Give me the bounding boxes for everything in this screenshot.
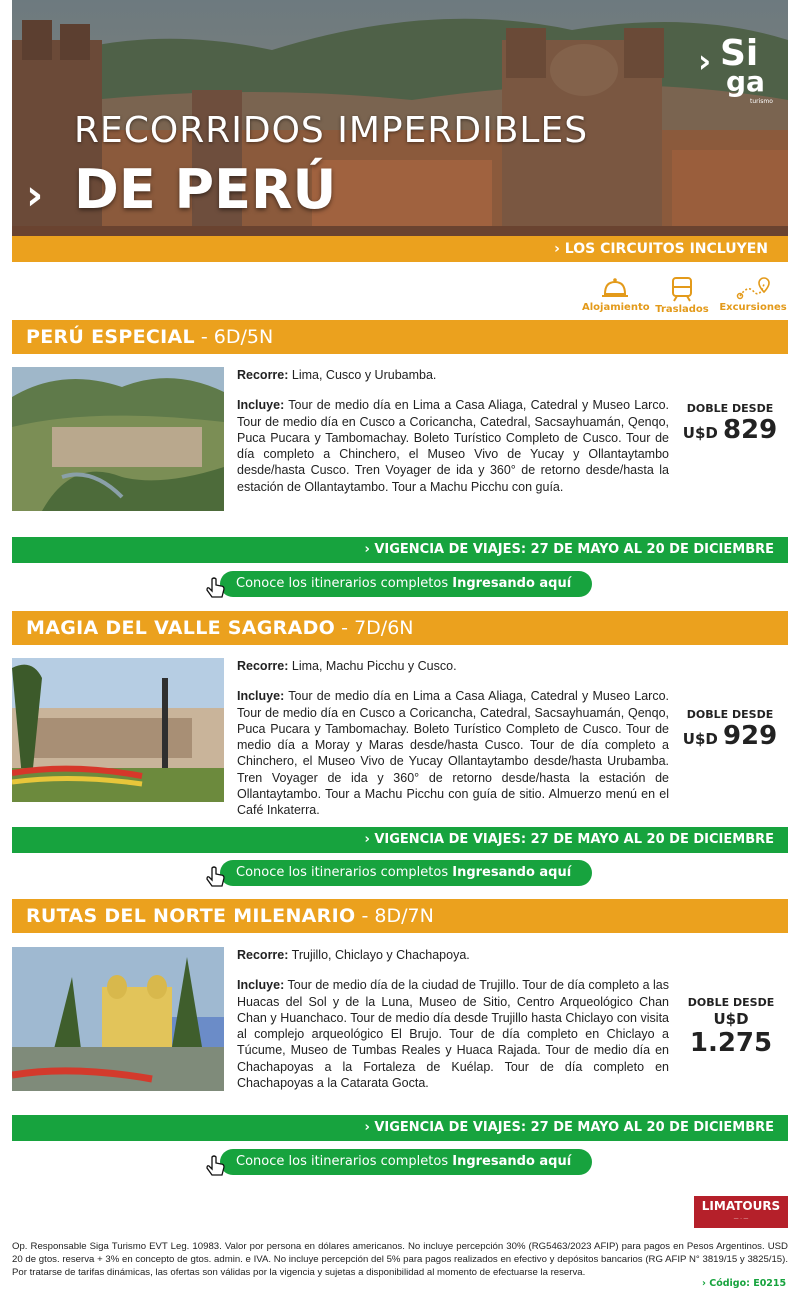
section-duration: - 8D/7N: [355, 905, 434, 927]
price-block: [674, 996, 788, 1058]
promo-code: › Código: E0215: [702, 1278, 787, 1289]
price-currency: U$D: [713, 1010, 749, 1028]
price-block: [682, 708, 778, 751]
hero-title-line1: RECORRIDOS IMPERDIBLES: [74, 110, 589, 151]
trujillo-plaza-photo: [12, 947, 224, 1091]
validity-bar: › VIGENCIA DE VIAJES: 27 DE MAYO AL 20 DE DICIEMBRE: [12, 1115, 788, 1141]
include-item-excursiones: Excursiones: [718, 276, 788, 313]
section-duration: - 6D/5N: [194, 326, 274, 348]
circuits-include-bar: › LOS CIRCUITOS INCLUYEN: [12, 236, 788, 262]
pointer-hand-icon: [204, 575, 230, 601]
section-duration: - 7D/6N: [335, 617, 414, 639]
itinerary-link-button[interactable]: Conoce los itinerarios completos Ingresando aquí: [220, 571, 592, 597]
price-amount: 1.275: [689, 1028, 773, 1058]
train-icon: [669, 276, 695, 302]
section-title: RUTAS DEL NORTE MILENARIO: [26, 905, 356, 927]
validity-bar: › VIGENCIA DE VIAJES: 27 DE MAYO AL 20 DE DICIEMBRE: [12, 827, 788, 853]
urubamba-valley-photo: [12, 367, 224, 511]
siga-logo: › Si ga turismo: [698, 33, 773, 105]
price-currency: U$D: [682, 730, 718, 748]
section-header-peru-especial: [12, 320, 788, 354]
price-amount: 829: [722, 415, 778, 445]
section-title: PERÚ ESPECIAL: [26, 326, 195, 348]
logo-chevron-icon: ›: [698, 42, 712, 80]
section-description: Recorre: Lima, Cusco y Urubamba. Incluye: Tour de medio día en Lima a Casa Aliaga, Catedral y Museo Larco. Tour de medio día en Cusco a Coricancha, Catedral, Sacsayhuamán, Qenqo, Puca Pucara y Tambomachay. Boleto Turístico Completo de Cusco. Tour de día completo a Chinchero, el Museo Vivo de Yucay y Ollantaytambo desde/hasta Cusco. Tren Voyager de ida y 360° de retorno desde/hasta la estación de Ollantaytambo. Tour a Machu Picchu con guía.: [237, 368, 669, 494]
itinerary-link-button[interactable]: Conoce los itinerarios completos Ingresando aquí: [220, 1149, 592, 1175]
lima-government-palace-photo: [12, 658, 224, 802]
price-currency: U$D: [682, 424, 718, 442]
itinerary-link-button[interactable]: Conoce los itinerarios completos Ingresando aquí: [220, 860, 592, 886]
section-header-magia-valle-sagrado: [12, 611, 788, 645]
newsletter-page: [12, 0, 788, 1310]
price-label: DOBLE DESDE: [686, 402, 774, 415]
validity-bar: › VIGENCIA DE VIAJES: 27 DE MAYO AL 20 DE DICIEMBRE: [12, 537, 788, 563]
legal-footer: Op. Responsable Siga Turismo EVT Leg. 10983. Valor por persona en dólares americanos. No incluye percepción 30% (RG5463/2023 AFIP) para pagos en Pesos Argentinos. USD 20 de gtos. reserva + 3% en concepto de gtos. admin. e IVA. No incluye percepción del 5% para pagos realizados en efectivo y depósitos bancarios (RG AFIP N° 3819/15 y 3825/15). Por tratarse de tarifas dinámicas, las ofertas son válidas por la vigencia y sujetas a disponibilidad al momento de efectuarse la reserva.: [12, 1241, 788, 1278]
section-description: Recorre: Lima, Machu Picchu y Cusco. Incluye: Tour de medio día en Lima a Casa Aliaga, Catedral y Museo Larco. Tour de medio día en Cusco a Coricancha, Catedral, Sacsayhuamán, Qenqo, Puca Pucara y Tambomachay. Boleto Turístico Completo de Cusco. Tour de medio día a Moray y Maras desde/hasta Cusco. Tour de día completo a Chinchero, el Museo Vivo de Yucay Ollantaytambo desde/hasta Urubamba. Tren Voyager de ida y 360° de retorno desde/hasta la estación de Ollantaytambo. Tour a Machu Picchu con guía de sitio. Almuerzo menú en el Café Inkaterra.: [237, 659, 669, 818]
pointer-hand-icon: [204, 864, 230, 890]
pointer-hand-icon: [204, 1153, 230, 1179]
include-item-traslados: Traslados: [654, 276, 710, 315]
price-label: DOBLE DESDE: [686, 708, 774, 721]
limatours-logo: LIMATOURS — · —: [694, 1196, 788, 1228]
hero-banner: [12, 0, 788, 236]
section-header-rutas-norte-milenario: [12, 899, 788, 933]
chevron-right-icon: ›: [26, 170, 44, 219]
price-amount: 929: [722, 721, 778, 751]
hero-title-line2: DE PERÚ: [74, 158, 337, 221]
include-item-alojamiento: Alojamiento: [582, 276, 648, 313]
hotel-bell-icon: [600, 276, 630, 300]
route-pin-icon: [736, 276, 770, 300]
section-title: MAGIA DEL VALLE SAGRADO: [26, 617, 336, 639]
price-label: DOBLE DESDE: [687, 996, 775, 1009]
price-block: [682, 402, 778, 445]
section-description: Recorre: Trujillo, Chiclayo y Chachapoya. Incluye: Tour de medio día de la ciudad de Trujillo. Tour de día completo a las Huacas del Sol y de la Luna, Museo de Sitio, Centro Arqueológico Chan Chan y Huanchaco. Tour de medio día desde Trujillo hasta Chiclayo con visita al complejo arqueológico El Brujo. Tour de día completo en Chiclayo a Túcume, Museo de Tumbas Reales y Huaca Rajada. Tour de medio día en Chachapoyas a la Fortaleza de Kuélap. Tour de día completo en Chachapoyas a la Catarata Gocta.: [237, 948, 669, 1091]
